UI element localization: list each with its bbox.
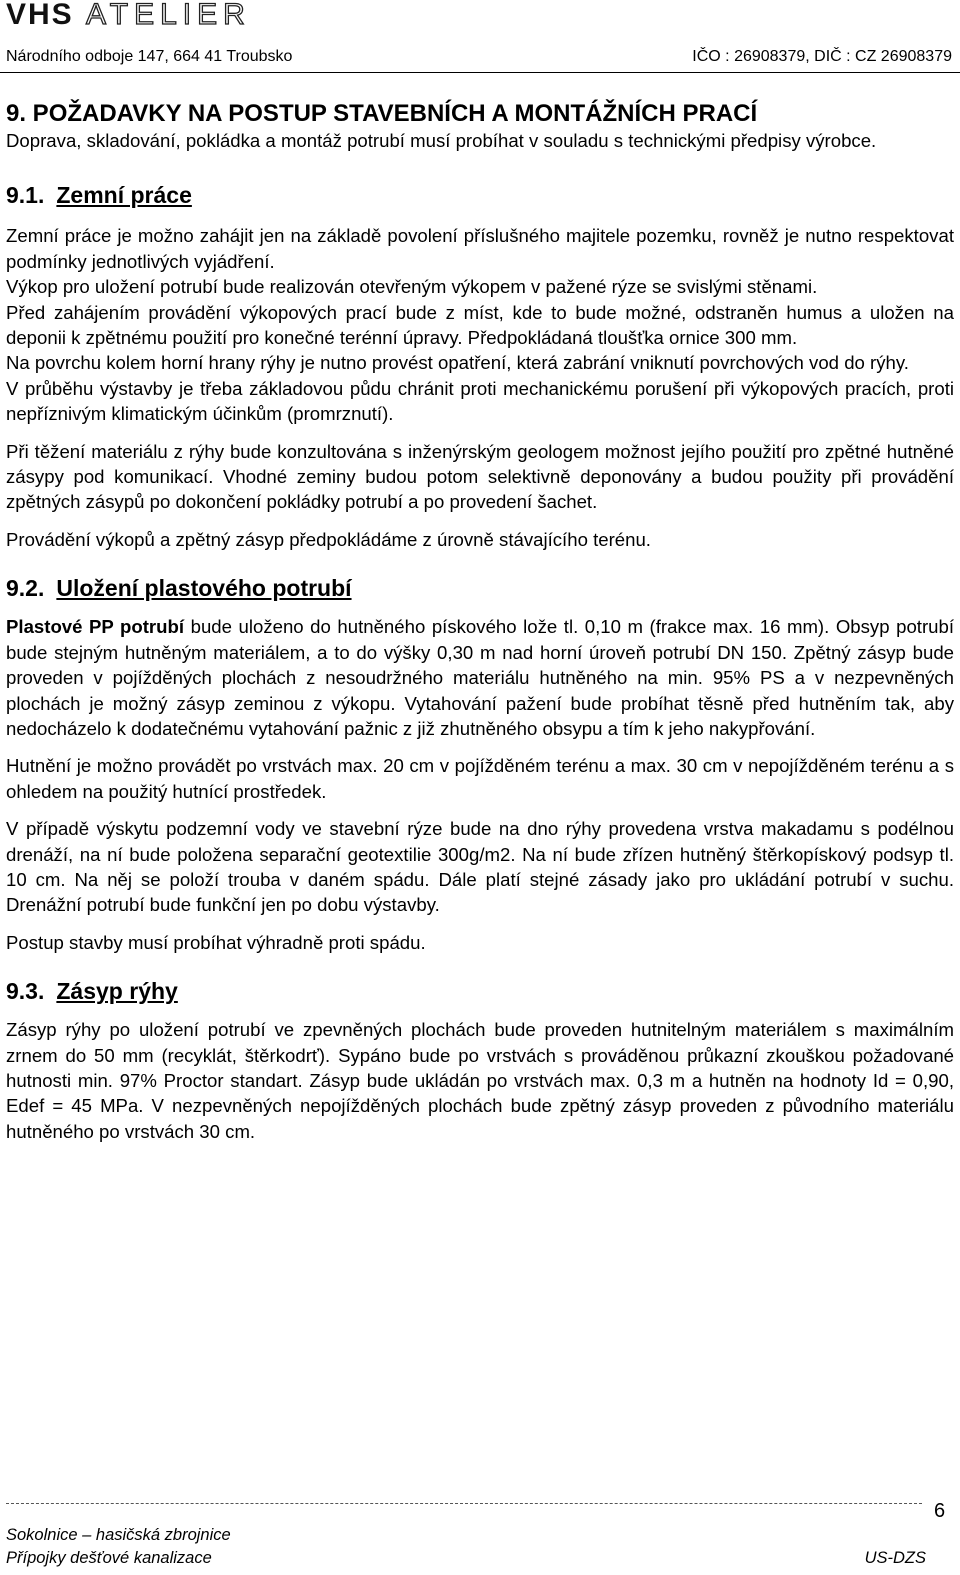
section-9-2-number: 9.2.: [6, 575, 45, 602]
svg-text:VHS: VHS: [6, 0, 74, 26]
section-9-2-heading: [6, 574, 954, 602]
footer-divider: [6, 1503, 922, 1504]
section-9-intro: Doprava, skladování, pokládka a montáž potrubí musí probíhat v souladu s technickými předpisy výrobce.: [6, 130, 877, 151]
section-9-1-paragraph-7: Provádění výkopů a zpětný zásyp předpokládáme z úrovně stávajícího terénu.: [6, 528, 651, 550]
section-9-2-paragraph-2: Hutnění je možno provádět po vrstvách max. 20 cm v pojížděném terénu a max. 30 cm v nepojížděném terénu a s ohledem na použitý hutnící prostředek.: [6, 755, 954, 802]
section-9-1-paragraph-5: V průběhu výstavby je třeba základovou půdu chránit proti mechanickému porušení při výkopových pracích, proti nepříznivým klimatickým účinkům (promrznutí).: [6, 377, 954, 425]
section-9-1-paragraph-1: Zemní práce je možno zahájit jen na základě povolení příslušného majitele pozemku, rovněž je nutno respektovat podmínky jednotlivých vyjádření.: [6, 225, 954, 272]
section-9-1-heading: [6, 181, 954, 209]
footer-subproject: Přípojky dešťové kanalizace: [6, 1549, 212, 1567]
page-number: 6: [934, 1500, 946, 1522]
section-9-2-title: Uložení plastového potrubí: [56, 575, 352, 602]
section-9-2-paragraph-1-text: bude uloženo do hutněného pískového lože tl. 0,10 m (frakce max. 16 mm). Obsyp potrubí bude stejným hutněným materiálem, a to do výšky 0,30 m nad horní úroveň potrubí DN 150. Zpětný zásyp bude proveden v pojížděných plochách z nesoudržného materiálu hutněného na min. 95% PS a v nezpevněných plochách je možný zásyp zeminou z výkopu. Vytahování pažení bude probíhat těsně před hutněním tak, aby nedocházelo k dodatečnému vytahování pažnic z již zhutněného obsypu a tím k jeho nakypřování.: [6, 616, 954, 739]
company-address: Národního odboje 147, 664 41 Troubsko: [6, 48, 293, 65]
svg-text:ATELIER: ATELIER: [86, 0, 251, 26]
section-9-1-paragraph-4: Na povrchu kolem horní hrany rýhy je nutno provést opatření, která zabrání vniknutí povrchových vod do rýhy.: [6, 352, 909, 374]
section-9-title: 9. POŽADAVKY NA POSTUP STAVEBNÍCH A MONTÁŽNÍCH PRACÍ: [6, 100, 758, 127]
section-9-3-title: Zásyp rýhy: [56, 978, 178, 1005]
pp-pipe-term: Plastové PP potrubí: [6, 616, 185, 638]
company-logo: [6, 0, 366, 26]
section-9-1-number: 9.1.: [6, 182, 45, 209]
section-9-1-title: Zemní práce: [56, 182, 192, 209]
section-9-3-heading: [6, 977, 954, 1005]
section-9-1-paragraph-6: Při těžení materiálu z rýhy bude konzultována s inženýrským geologem možnost jejího použití pro zpětné hutněné zásypy pod komunikací. Vhodné zeminy budou potom selektivně deponovány a budou použity při provádění zpětných zásypů po dokončení pokládky potrubí a po provedení šachet.: [6, 440, 954, 513]
section-9-3-number: 9.3.: [6, 978, 45, 1005]
header-divider: [0, 72, 960, 73]
section-9-2-paragraph-3: V případě výskytu podzemní vody ve stavební rýze bude na dno rýhy provedena vrstva makadamu s podélnou drenáží, na ní bude položena separační geotextilie 300g/m2. Na ní bude zřízen hutněný štěrkopískový podsyp tl. 10 cm. Na něj se položí trouba v daném spádu. Dále platí stejné zásady jako pro ukládání potrubí v suchu. Drenážní potrubí bude funkční jen po dobu výstavby.: [6, 818, 954, 916]
document-body: [6, 100, 954, 1144]
section-9-3-paragraph-1: Zásyp rýhy po uložení potrubí ve zpevněných plochách bude proveden hutnitelným materiálem s maximálním zrnem do 50 mm (recyklát, štěrkodrť). Sypáno bude po vrstvách s prováděnou průkazní zkouškou požadované hutnosti min. 97% Proctor standart. Zásyp bude ukládán po vrstvách max. 0,3 m a hutněn na hodnoty Id = 0,90, Edef = 45 MPa. V nezpevněných nepojížděných plochách bude zpětný zásyp proveden z původního materiálu hutněného po vrstvách 30 cm.: [6, 1019, 954, 1142]
company-ids: IČO : 26908379, DIČ : CZ 26908379: [692, 48, 952, 65]
section-9-1-paragraph-2: Výkop pro uložení potrubí bude realizován otevřeným výkopem v pažené rýze se svislými stěnami.: [6, 276, 818, 298]
section-9-2-paragraph-4: Postup stavby musí probíhat výhradně proti spádu.: [6, 931, 426, 953]
footer-code: US-DZS: [864, 1549, 926, 1567]
section-9-2-paragraph-1: [6, 614, 954, 741]
section-9-1-paragraph-3: Před zahájením provádění výkopových prací bude z míst, kde to bude možné, odstraněn humus a uložen na deponii k zpětnému použití pro konečné terénní úpravy. Předpokládaná tloušťka ornice 300 mm.: [6, 301, 954, 349]
footer-project: Sokolnice – hasičská zbrojnice: [6, 1526, 231, 1544]
